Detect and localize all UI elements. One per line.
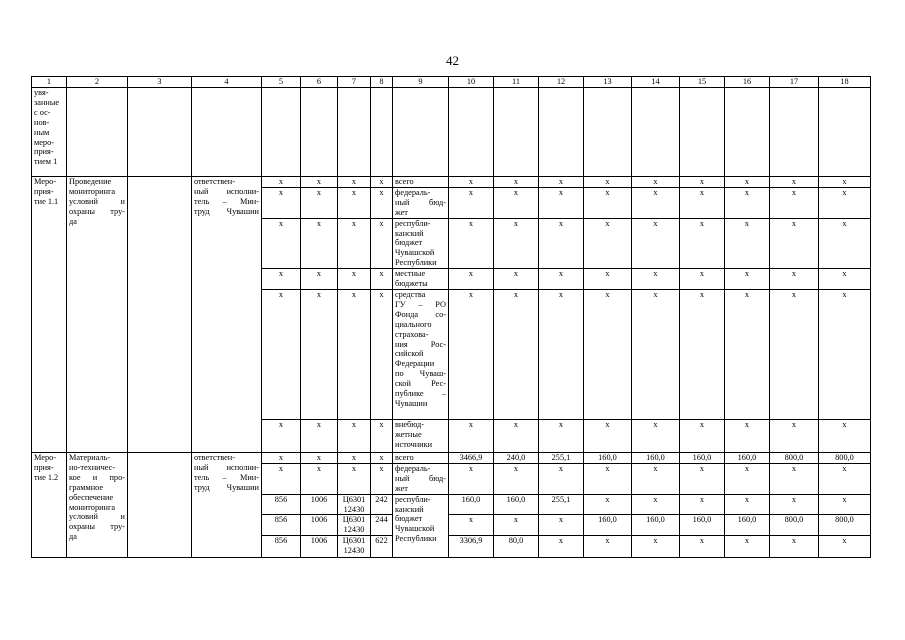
- code-cell: x: [301, 289, 338, 419]
- funding-source: средства ГУ – РО Фонда со- циального страхова- ния Рос- сийской Федерации по Чуваш- ской Рес- публике – Чувашии: [393, 289, 449, 419]
- empty-cell: [128, 177, 192, 453]
- amount-cell: x: [770, 419, 819, 452]
- amount-cell: x: [539, 463, 584, 494]
- amount-cell: 800,0: [770, 452, 819, 463]
- code-cell: 244: [371, 515, 393, 536]
- amount-cell: x: [725, 177, 770, 188]
- amount-cell: 3306,9: [449, 536, 494, 558]
- code-cell: x: [262, 289, 301, 419]
- code-cell: Ц6301 12430: [338, 515, 371, 536]
- code-cell: x: [338, 289, 371, 419]
- amount-cell: x: [725, 289, 770, 419]
- code-cell: x: [371, 187, 393, 218]
- code-cell: 856: [262, 515, 301, 536]
- amount-cell: x: [819, 419, 871, 452]
- code-cell: x: [338, 452, 371, 463]
- code-cell: x: [301, 177, 338, 188]
- amount-cell: 800,0: [819, 452, 871, 463]
- funding-source: республи- канский бюджет Чувашской Республики: [393, 218, 449, 269]
- amount-cell: x: [539, 515, 584, 536]
- code-cell: x: [371, 452, 393, 463]
- measure-name: Проведение мониторинга условий и охраны тру- да: [67, 177, 128, 453]
- amount-cell: 160,0: [725, 452, 770, 463]
- amount-cell: x: [770, 536, 819, 558]
- amount-cell: x: [725, 419, 770, 452]
- amount-cell: x: [819, 536, 871, 558]
- amount-cell: x: [770, 463, 819, 494]
- code-cell: Ц6301 12430: [338, 494, 371, 515]
- column-number: 1: [32, 77, 67, 88]
- amount-cell: x: [770, 269, 819, 290]
- amount-cell: x: [584, 289, 632, 419]
- code-cell: 1006: [301, 494, 338, 515]
- funding-source: федераль- ный бюд- жет: [393, 187, 449, 218]
- measure-1-1-row: [32, 177, 871, 188]
- amount-cell: x: [632, 419, 680, 452]
- amount-cell: 160,0: [680, 515, 725, 536]
- code-cell: x: [262, 187, 301, 218]
- amount-cell: x: [770, 289, 819, 419]
- amount-cell: x: [770, 177, 819, 188]
- code-cell: 1006: [301, 515, 338, 536]
- measure-1-2-row: [32, 452, 871, 463]
- amount-cell: x: [680, 536, 725, 558]
- amount-cell: x: [819, 269, 871, 290]
- amount-cell: x: [449, 177, 494, 188]
- column-number: 17: [770, 77, 819, 88]
- amount-cell: 3466,9: [449, 452, 494, 463]
- funding-source: всего: [393, 452, 449, 463]
- responsible-executor: ответствен- ный исполни- тель – Мин- труд Чувашии: [192, 452, 262, 557]
- amount-cell: x: [584, 536, 632, 558]
- column-number: 8: [371, 77, 393, 88]
- column-number: 13: [584, 77, 632, 88]
- amount-cell: x: [725, 494, 770, 515]
- amount-cell: 160,0: [725, 515, 770, 536]
- code-cell: x: [262, 463, 301, 494]
- code-cell: x: [301, 269, 338, 290]
- amount-cell: x: [632, 463, 680, 494]
- code-cell: x: [338, 187, 371, 218]
- column-number: 7: [338, 77, 371, 88]
- amount-cell: x: [725, 187, 770, 218]
- column-number: 10: [449, 77, 494, 88]
- amount-cell: x: [632, 289, 680, 419]
- code-cell: x: [371, 177, 393, 188]
- amount-cell: x: [584, 494, 632, 515]
- amount-cell: x: [819, 494, 871, 515]
- amount-cell: 255,1: [539, 452, 584, 463]
- funding-source: местные бюджеты: [393, 269, 449, 290]
- code-cell: x: [338, 463, 371, 494]
- code-cell: x: [338, 419, 371, 452]
- code-cell: x: [262, 177, 301, 188]
- amount-cell: x: [819, 289, 871, 419]
- amount-cell: x: [680, 187, 725, 218]
- amount-cell: x: [680, 177, 725, 188]
- funding-source: всего: [393, 177, 449, 188]
- amount-cell: 800,0: [770, 515, 819, 536]
- column-number: 12: [539, 77, 584, 88]
- amount-cell: x: [494, 289, 539, 419]
- code-cell: 856: [262, 536, 301, 558]
- amount-cell: x: [819, 187, 871, 218]
- amount-cell: x: [539, 177, 584, 188]
- amount-cell: x: [725, 218, 770, 269]
- column-number: 18: [819, 77, 871, 88]
- code-cell: 622: [371, 536, 393, 558]
- amount-cell: x: [494, 218, 539, 269]
- column-number: 2: [67, 77, 128, 88]
- amount-cell: x: [539, 419, 584, 452]
- funding-source: федераль- ный бюд- жет: [393, 463, 449, 494]
- amount-cell: 80,0: [494, 536, 539, 558]
- amount-cell: x: [584, 177, 632, 188]
- code-cell: x: [371, 463, 393, 494]
- amount-cell: x: [770, 494, 819, 515]
- amount-cell: x: [539, 269, 584, 290]
- amount-cell: x: [584, 463, 632, 494]
- amount-cell: x: [680, 218, 725, 269]
- column-number: 15: [680, 77, 725, 88]
- empty-cell: [128, 452, 192, 557]
- amount-cell: x: [632, 187, 680, 218]
- amount-cell: x: [725, 463, 770, 494]
- amount-cell: x: [584, 218, 632, 269]
- code-cell: x: [301, 419, 338, 452]
- column-number: 3: [128, 77, 192, 88]
- amount-cell: x: [449, 289, 494, 419]
- column-numbers-row: [32, 77, 871, 88]
- column-number: 4: [192, 77, 262, 88]
- amount-cell: x: [449, 269, 494, 290]
- amount-cell: x: [680, 269, 725, 290]
- amount-cell: 160,0: [584, 515, 632, 536]
- measure-label: Меро- прия- тие 1.1: [32, 177, 67, 453]
- amount-cell: x: [449, 463, 494, 494]
- amount-cell: x: [632, 218, 680, 269]
- amount-cell: x: [494, 463, 539, 494]
- code-cell: 856: [262, 494, 301, 515]
- code-cell: x: [301, 187, 338, 218]
- code-cell: x: [371, 419, 393, 452]
- code-cell: x: [338, 218, 371, 269]
- amount-cell: x: [449, 218, 494, 269]
- code-cell: x: [301, 452, 338, 463]
- amount-cell: x: [449, 515, 494, 536]
- code-cell: 242: [371, 494, 393, 515]
- amount-cell: x: [680, 494, 725, 515]
- amount-cell: x: [494, 515, 539, 536]
- amount-cell: x: [632, 536, 680, 558]
- amount-cell: x: [539, 187, 584, 218]
- amount-cell: x: [584, 269, 632, 290]
- code-cell: 1006: [301, 536, 338, 558]
- amount-cell: 160,0: [632, 515, 680, 536]
- code-cell: x: [371, 218, 393, 269]
- amount-cell: 160,0: [494, 494, 539, 515]
- code-cell: x: [338, 269, 371, 290]
- amount-cell: x: [725, 536, 770, 558]
- intro-text: увя- занные с ос- нов- ным меро- прия- тием 1: [32, 88, 67, 177]
- amount-cell: x: [680, 463, 725, 494]
- funding-source: внебюд- жетные источники: [393, 419, 449, 452]
- column-number: 9: [393, 77, 449, 88]
- amount-cell: 160,0: [680, 452, 725, 463]
- code-cell: x: [262, 218, 301, 269]
- amount-cell: x: [539, 218, 584, 269]
- column-number: 6: [301, 77, 338, 88]
- budget-table: [31, 76, 871, 558]
- amount-cell: x: [770, 187, 819, 218]
- amount-cell: x: [680, 289, 725, 419]
- code-cell: x: [301, 463, 338, 494]
- code-cell: x: [262, 269, 301, 290]
- amount-cell: x: [539, 289, 584, 419]
- code-cell: x: [371, 269, 393, 290]
- amount-cell: x: [449, 187, 494, 218]
- amount-cell: x: [819, 463, 871, 494]
- code-cell: x: [262, 452, 301, 463]
- amount-cell: 255,1: [539, 494, 584, 515]
- amount-cell: x: [584, 187, 632, 218]
- amount-cell: 800,0: [819, 515, 871, 536]
- column-number: 14: [632, 77, 680, 88]
- amount-cell: x: [680, 419, 725, 452]
- amount-cell: x: [725, 269, 770, 290]
- intro-row: [32, 88, 871, 177]
- column-number: 16: [725, 77, 770, 88]
- amount-cell: x: [632, 494, 680, 515]
- amount-cell: x: [494, 269, 539, 290]
- amount-cell: x: [539, 536, 584, 558]
- funding-source: республи- канский бюджет Чувашской Республики: [393, 494, 449, 558]
- amount-cell: x: [584, 419, 632, 452]
- code-cell: x: [371, 289, 393, 419]
- code-cell: x: [262, 419, 301, 452]
- amount-cell: x: [770, 218, 819, 269]
- amount-cell: x: [494, 419, 539, 452]
- measure-name: Материаль- но-техничес- кое и про- граммное обеспечение мониторинга условий и охраны тру- да: [67, 452, 128, 557]
- amount-cell: 240,0: [494, 452, 539, 463]
- amount-cell: x: [819, 218, 871, 269]
- amount-cell: x: [632, 177, 680, 188]
- amount-cell: 160,0: [632, 452, 680, 463]
- amount-cell: x: [819, 177, 871, 188]
- page-number: 42: [446, 53, 459, 68]
- amount-cell: x: [632, 269, 680, 290]
- amount-cell: 160,0: [449, 494, 494, 515]
- column-number: 5: [262, 77, 301, 88]
- code-cell: x: [338, 177, 371, 188]
- column-number: 11: [494, 77, 539, 88]
- amount-cell: x: [449, 419, 494, 452]
- measure-label: Меро- прия- тие 1.2: [32, 452, 67, 557]
- amount-cell: 160,0: [584, 452, 632, 463]
- amount-cell: x: [494, 187, 539, 218]
- amount-cell: x: [494, 177, 539, 188]
- code-cell: x: [301, 218, 338, 269]
- code-cell: Ц6301 12430: [338, 536, 371, 558]
- responsible-executor: ответствен- ный исполни- тель – Мин- труд Чувашии: [192, 177, 262, 453]
